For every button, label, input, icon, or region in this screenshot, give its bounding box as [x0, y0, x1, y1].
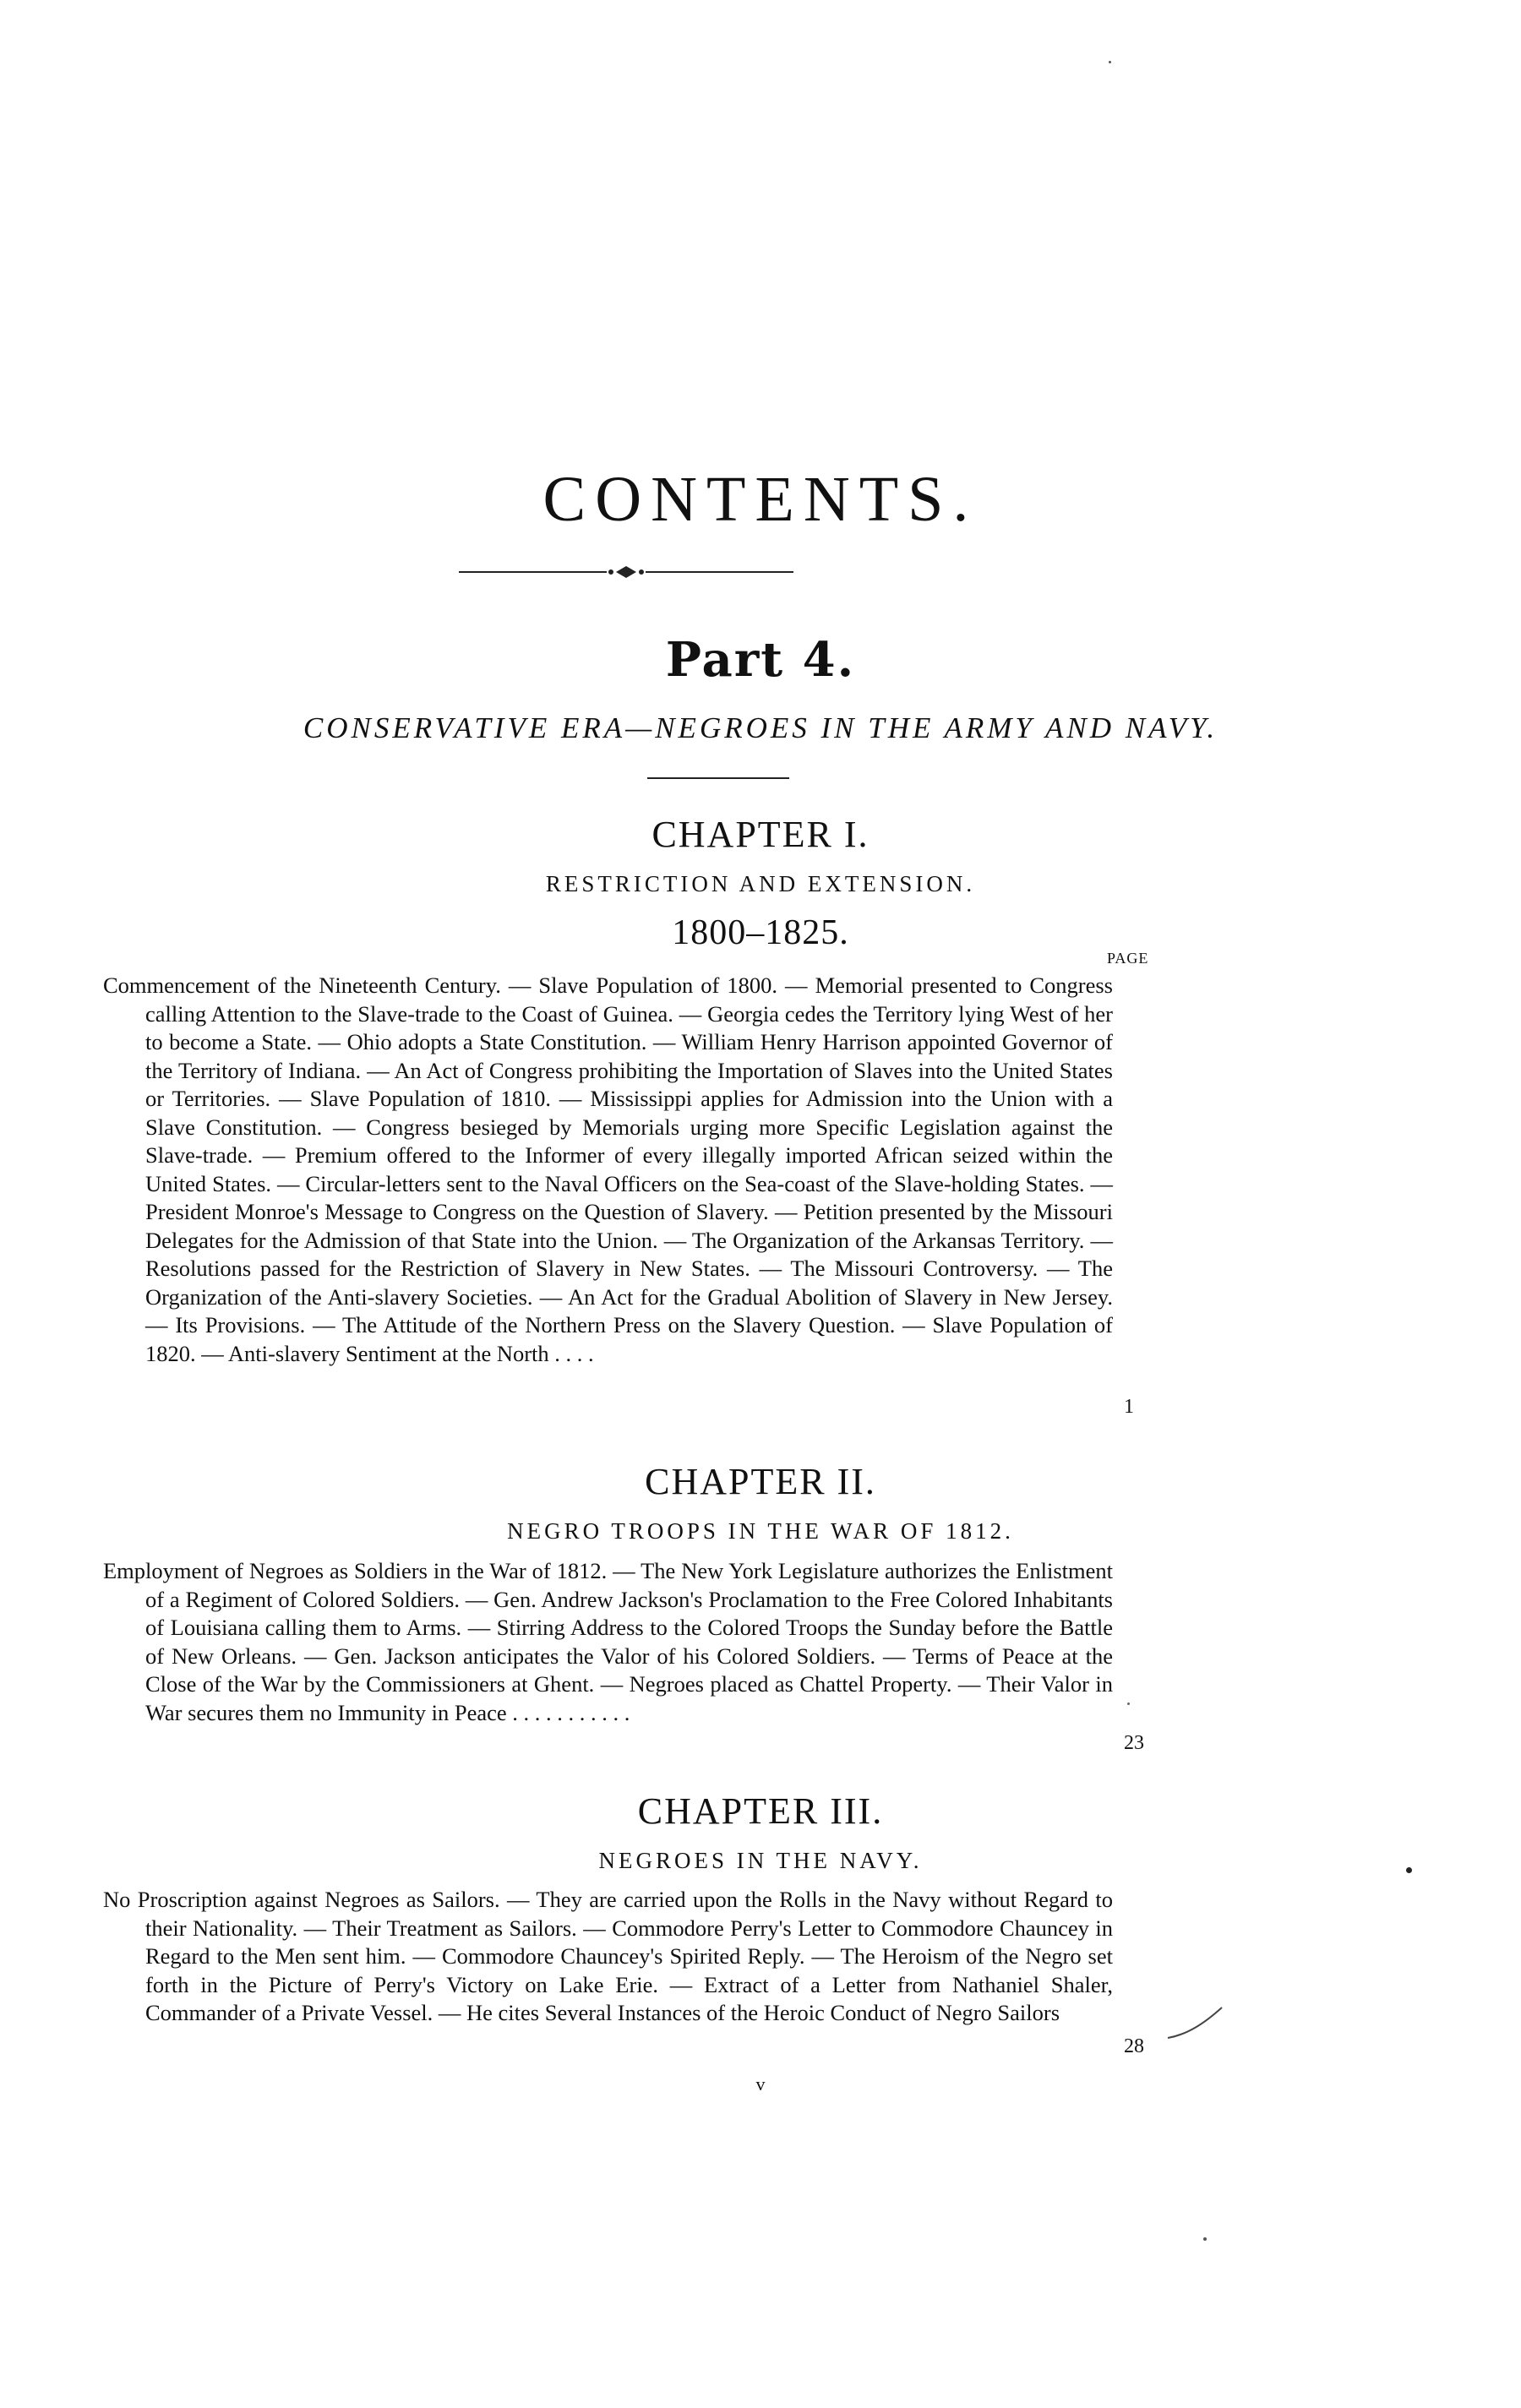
chapter-2-summary [103, 1557, 1113, 1727]
ink-speck [1127, 1702, 1130, 1705]
pen-stroke-mark [1166, 2002, 1225, 2045]
ink-speck [1406, 1867, 1412, 1873]
chapter-1-text: Commencement of the Nineteenth Century. — Slave Population of 1800. — Memorial presented to Congress calling Attention to the Slave-trade to the Coast of Guinea. — Georgia cedes the Territory lying West of her to become a State. — Ohio adopts a State Constitution. — William Henry Harrison appointed Governor of the Territory of Indiana. — An Act of Congress prohibiting the Importation of Slaves into the United States or Territories. — Slave Population of 1810. — Mississippi applies for Admission into the Union with a Slave Constitution. — Congress besieged by Memorials urging more Specific Legislation against the Slave-trade. — Premium offered to the Informer of every illegally imported African seized within the United States. — Circular-letters sent to the Naval Officers on the Sea-coast of the Slave-holding States. — President Monroe's Message to Congress on the Question of Slavery. — Petition presented by the Missouri Delegates for the Admission of that State into the Union. — The Organization of the Arkansas Territory. — Resolutions passed for the Restriction of Slavery in New States. — The Missouri Controversy. — The Organization of the Anti-slavery Societies. — An Act for the Gradual Abolition of Slavery in New Jersey. — Its Provisions. — The Attitude of the Northern Press on the Slavery Question. — Slave Population of 1820. — Anti-slavery Sentiment at the North . . . . [103, 972, 1113, 1366]
chapter-3-page: 28 [1124, 2035, 1144, 2057]
ink-speck [1109, 61, 1111, 63]
chapter-2-title: CHAPTER II. [645, 1461, 876, 1502]
chapter-3-text: No Proscription against Negroes as Sailors. — They are carried upon the Rolls in the Navy without Regard to their Nationality. — Their Treatment as Sailors. — Commodore Perry's Letter to Commodore Chauncey in Regard to the Men sent him. — Commodore Chauncey's Spirited Reply. — The Heroism of the Negro set forth in the Picture of Perry's Victory on Lake Erie. — Extract of a Letter from Nathaniel Shaler, Commander of a Private Vessel. — He cites Several Instances of the Heroic Conduct of Negro Sailors [103, 1887, 1113, 2025]
ink-speck [1203, 2237, 1207, 2241]
chapter-1-summary [103, 972, 1113, 1368]
chapter-3-summary [103, 1886, 1113, 2028]
title-ornament [459, 565, 793, 579]
chapter-1-years: 1800–1825. [672, 913, 849, 952]
page-column-header: PAGE [1107, 950, 1149, 967]
chapter-2-subtitle: NEGRO TROOPS IN THE WAR OF 1812. [507, 1518, 1014, 1544]
chapter-1-page: 1 [1124, 1396, 1134, 1418]
part-subtitle: CONSERVATIVE ERA—NEGROES IN THE ARMY AND NAVY. [303, 711, 1218, 744]
divider-rule [647, 777, 789, 779]
part-title: Part 4. [665, 632, 856, 688]
chapter-1-subtitle: RESTRICTION AND EXTENSION. [545, 871, 976, 896]
chapter-3-title: CHAPTER III. [637, 1790, 884, 1832]
page-folio: v [755, 2073, 766, 2095]
chapter-2-page: 23 [1124, 1732, 1144, 1754]
chapter-2-text: Employment of Negroes as Soldiers in the War of 1812. — The New York Legislature authorizes the Enlistment of a Regiment of Colored Soldiers. — Gen. Andrew Jackson's Proclamation to the Free Colored Inhabitants of Louisiana calling them to Arms. — Stirring Address to the Colored Troops the Sunday before the Battle of New Orleans. — Gen. Jackson anticipates the Valor of his Colored Soldiers. — Terms of Peace at the Close of the War by the Commissioners at Ghent. — Negroes placed as Chattel Property. — Their Valor in War secures them no Immunity in Peace . . . . . . . . . . . [103, 1558, 1113, 1725]
contents-title: CONTENTS. [542, 464, 979, 535]
chapter-1-title: CHAPTER I. [651, 814, 870, 855]
chapter-3-subtitle: NEGROES IN THE NAVY. [598, 1848, 923, 1873]
